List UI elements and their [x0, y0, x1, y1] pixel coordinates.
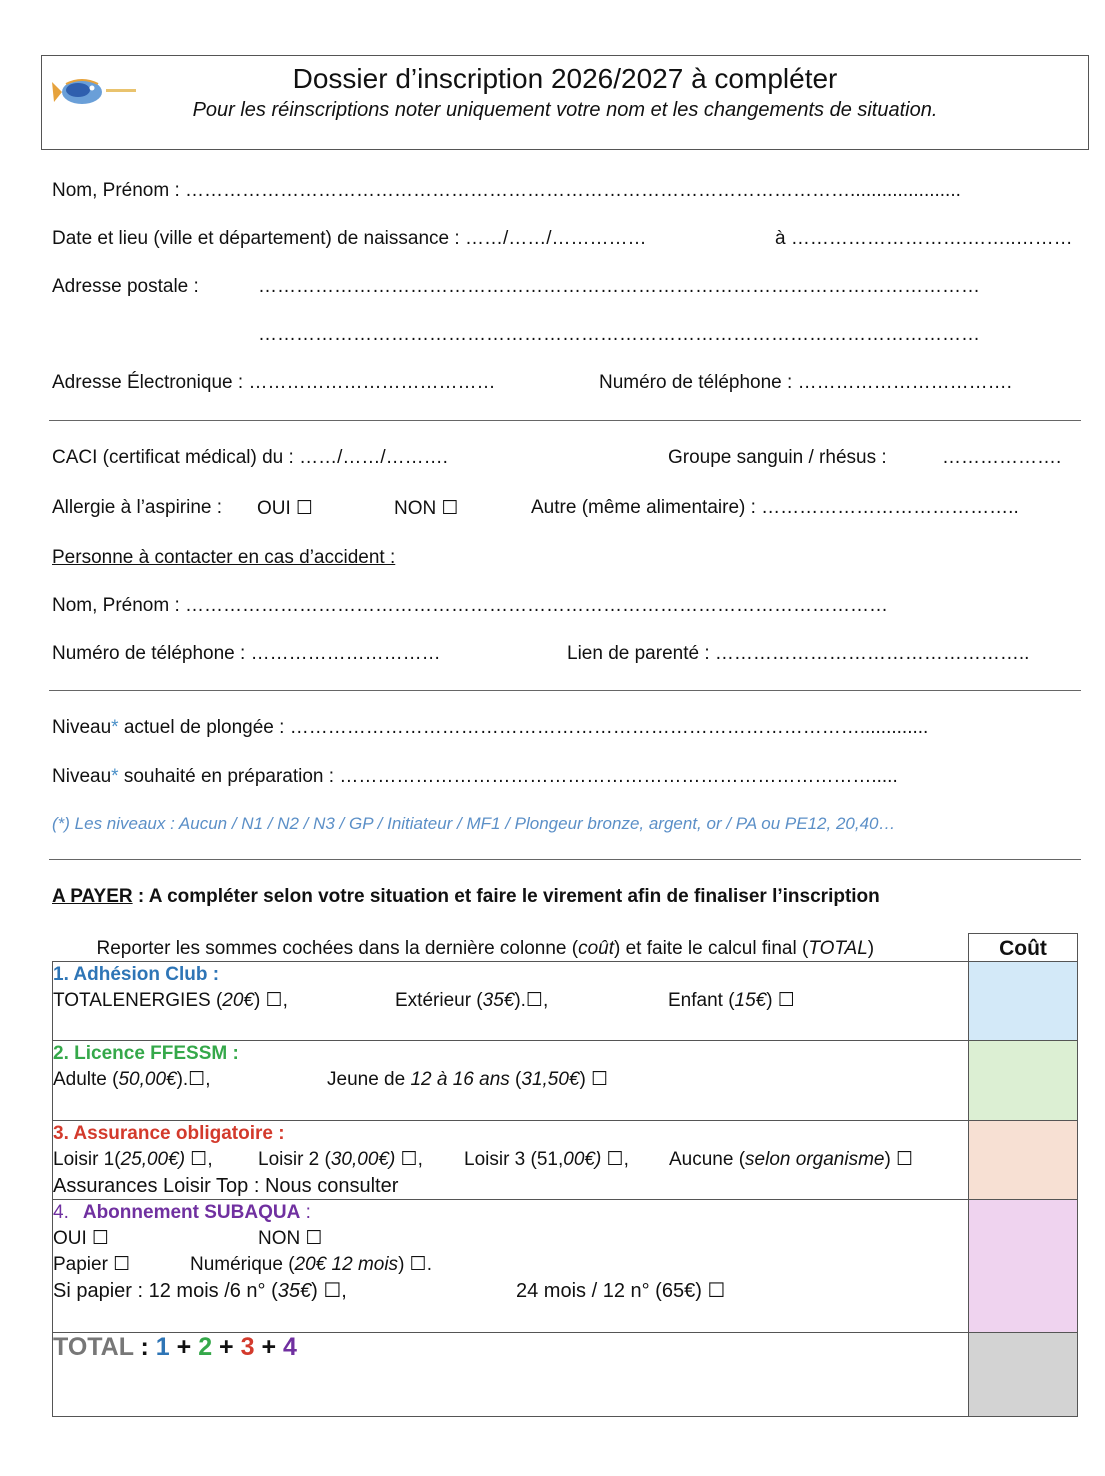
table-header-row — [53, 934, 1078, 962]
niveau-actuel-dots: actuel de plongée : ………………………………………………………………………………............. — [118, 717, 929, 738]
abonnement-papier-checkbox[interactable]: Papier ☐ — [53, 1254, 131, 1275]
licence-title: 2. Licence FFESSM : — [53, 1043, 239, 1064]
adhesion-title: 1. Adhésion Club : — [53, 964, 220, 985]
contact-nom-prenom-field[interactable]: Nom, Prénom : ………………………………………………………………………………………………… — [52, 595, 889, 616]
adhesion-exterieur-checkbox[interactable]: Extérieur (35€).☐, — [395, 990, 549, 1011]
assurance-loisir-top: Assurances Loisir Top : Nous consulter — [53, 1175, 399, 1197]
header-box — [41, 55, 1089, 150]
section-assurance — [53, 1121, 1078, 1200]
cost-header: Coût — [969, 934, 1078, 962]
groupe-sanguin-label: Groupe sanguin / rhésus : — [668, 447, 887, 468]
divider — [49, 420, 1081, 421]
divider — [49, 690, 1081, 691]
abonnement-12mois-checkbox[interactable]: Si papier : 12 mois /6 n° (35€) ☐, — [53, 1280, 347, 1302]
assurance-loisir1-checkbox[interactable]: Loisir 1(25,00€) ☐, — [53, 1149, 213, 1170]
asterisk: * — [111, 717, 119, 738]
groupe-sanguin-field[interactable]: ………………. — [942, 447, 1062, 468]
contact-lien-field[interactable]: Lien de parenté : ………………………………………….. — [567, 643, 1030, 664]
payer-label: A PAYER — [52, 886, 133, 907]
section-adhesion — [53, 962, 1078, 1041]
adhesion-totalenergies-checkbox[interactable]: TOTALENERGIES (20€) ☐, — [53, 990, 288, 1011]
licence-jeune-checkbox[interactable]: Jeune de 12 à 16 ans (31,50€) ☐ — [327, 1069, 609, 1090]
contact-telephone-field[interactable]: Numéro de téléphone : ………………………… — [52, 643, 441, 664]
payer-heading — [52, 886, 880, 908]
allergie-autre-field[interactable]: Autre (même alimentaire) : ………………………………….. — [531, 497, 1019, 518]
abonnement-non-checkbox[interactable]: NON ☐ — [258, 1228, 323, 1249]
nom-prenom-field[interactable]: Nom, Prénom : ……………………………………………………………………………………………..................... — [52, 180, 961, 201]
caci-field[interactable]: CACI (certificat médical) du : ……/……/………. — [52, 447, 448, 468]
abonnement-24mois-checkbox[interactable]: 24 mois / 12 n° (65€) ☐ — [516, 1280, 726, 1302]
niveau-label: Niveau — [52, 766, 112, 787]
asterisk: * — [111, 766, 119, 787]
lieu-naissance-field[interactable]: à ……………………….……..……… — [775, 228, 1073, 249]
niveau-souhaite-field[interactable] — [52, 766, 898, 788]
email-field[interactable]: Adresse Électronique : ………………………………… — [52, 372, 496, 393]
abonnement-cost-cell[interactable] — [969, 1200, 1078, 1333]
section-abonnement — [53, 1200, 1078, 1333]
payer-text: : A compléter selon votre situation et faire le virement afin de finaliser l’inscription — [132, 886, 880, 907]
assurance-title: 3. Assurance obligatoire : — [53, 1123, 285, 1144]
adhesion-enfant-checkbox[interactable]: Enfant (15€) ☐ — [668, 990, 795, 1011]
section-licence — [53, 1041, 1078, 1121]
payment-table — [52, 933, 1078, 1417]
page-title: Dossier d’inscription 2026/2027 à compléter — [292, 63, 838, 94]
assurance-loisir2-checkbox[interactable]: Loisir 2 (30,00€) ☐, — [258, 1149, 423, 1170]
niveau-souhaite-dots: souhaité en préparation : …………………………………………………………………………..... — [118, 766, 898, 787]
allergie-non-checkbox[interactable]: NON ☐ — [394, 498, 459, 519]
adresse-line-2-field[interactable]: …………………………………………………………………………………………………… — [258, 324, 980, 345]
adhesion-cost-cell[interactable] — [969, 962, 1078, 1041]
abonnement-title: 4. Abonnement SUBAQUA : — [53, 1202, 311, 1223]
licence-cost-cell[interactable] — [969, 1041, 1078, 1121]
adresse-label: Adresse postale : — [52, 276, 199, 297]
licence-adulte-checkbox[interactable]: Adulte (50,00€).☐, — [53, 1069, 211, 1090]
divider — [49, 859, 1081, 860]
instructions: Reporter les sommes cochées dans la dernière colonne (coût) et faite le calcul final (TOTAL) — [53, 934, 969, 962]
page-subtitle: Pour les réinscriptions noter uniquement votre nom et les changements de situation. — [192, 99, 938, 121]
assurance-aucune-checkbox[interactable]: Aucune (selon organisme) ☐ — [669, 1149, 914, 1170]
niveau-actuel-field[interactable] — [52, 717, 928, 739]
total-cost-cell[interactable] — [969, 1333, 1078, 1417]
telephone-field[interactable]: Numéro de téléphone : ……………………………. — [599, 372, 1012, 393]
niveaux-note: (*) Les niveaux : Aucun / N1 / N2 / N3 / GP / Initiateur / MF1 / Plongeur bronze, argent, or / PA ou PE12, 20,40… — [52, 814, 896, 833]
abonnement-numerique-checkbox[interactable]: Numérique (20€ 12 mois) ☐. — [190, 1254, 432, 1275]
contact-heading: Personne à contacter en cas d’accident : — [52, 547, 396, 568]
total-row — [53, 1333, 1078, 1417]
allergie-oui-checkbox[interactable]: OUI ☐ — [257, 498, 314, 519]
abonnement-oui-checkbox[interactable]: OUI ☐ — [53, 1228, 110, 1249]
assurance-cost-cell[interactable] — [969, 1121, 1078, 1200]
allergie-label: Allergie à l’aspirine : — [52, 497, 223, 518]
adresse-line-1-field[interactable]: …………………………………………………………………………………………………… — [258, 276, 980, 297]
assurance-loisir3-checkbox[interactable]: Loisir 3 (51,00€) ☐, — [464, 1149, 629, 1170]
date-naissance-field[interactable]: Date et lieu (ville et département) de naissance : ……/……/…………… — [52, 228, 647, 249]
total-label: TOTAL : 1 + 2 + 3 + 4 — [53, 1333, 969, 1417]
niveau-label: Niveau — [52, 717, 112, 738]
